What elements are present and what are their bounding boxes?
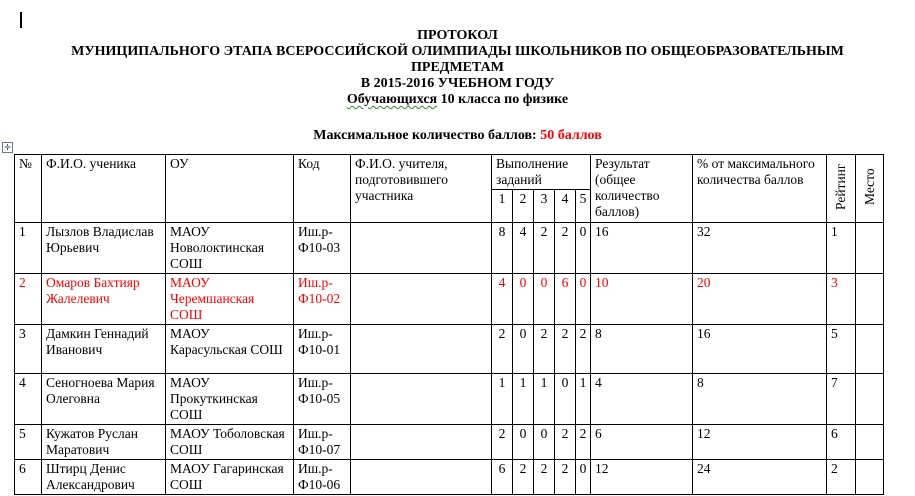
title-line-year: В 2015-2016 УЧЕБНОМ ГОДУ xyxy=(360,76,555,91)
title-class-word: Обучающихся xyxy=(346,92,438,107)
cell-percent: 24 xyxy=(693,460,827,495)
max-score-line xyxy=(0,128,915,144)
cell-result: 16 xyxy=(591,223,693,274)
cell-percent: 12 xyxy=(693,425,827,460)
cell-student-name: Лызлов Владислав Юрьевич xyxy=(42,223,166,274)
task-number-3: 3 xyxy=(534,190,555,223)
cell-task-score-5: 0 xyxy=(576,274,591,325)
cell-task-score-1: 1 xyxy=(492,374,513,425)
cell-task-score-3: 2 xyxy=(534,223,555,274)
cell-task-score-2: 2 xyxy=(513,460,534,495)
cell-num: 1 xyxy=(15,223,42,274)
max-score-value: 50 баллов xyxy=(540,128,602,143)
cell-task-score-4: 2 xyxy=(555,460,576,495)
cell-school: МАОУ Тоболовская СОШ xyxy=(166,425,294,460)
cell-task-score-4: 2 xyxy=(555,223,576,274)
cell-student-name: Штирц Денис Александрович xyxy=(42,460,166,495)
cell-result: 4 xyxy=(591,374,693,425)
cell-num: 2 xyxy=(15,274,42,325)
cell-task-score-4: 2 xyxy=(555,325,576,374)
cell-task-score-4: 6 xyxy=(555,274,576,325)
cell-place xyxy=(856,274,884,325)
col-header-code: Код xyxy=(294,155,351,223)
cell-task-score-1: 4 xyxy=(492,274,513,325)
cell-task-score-2: 0 xyxy=(513,425,534,460)
cell-num: 4 xyxy=(15,374,42,425)
cell-task-score-5: 2 xyxy=(576,325,591,374)
cell-task-score-4: 0 xyxy=(555,374,576,425)
cell-task-score-5: 2 xyxy=(576,425,591,460)
title-class-rest: 10 класса по физике xyxy=(437,92,569,107)
cell-result: 12 xyxy=(591,460,693,495)
cell-task-score-1: 6 xyxy=(492,460,513,495)
cell-result: 8 xyxy=(591,325,693,374)
cell-school: МАОУ Прокуткинская СОШ xyxy=(166,374,294,425)
cell-school: МАОУ Новолоктинская СОШ xyxy=(166,223,294,274)
cell-school: МАОУ Гагаринская СОШ xyxy=(166,460,294,495)
cell-place xyxy=(856,425,884,460)
cell-place xyxy=(856,325,884,374)
cell-teacher xyxy=(351,460,492,495)
cell-rating: 3 xyxy=(827,274,856,325)
cell-teacher xyxy=(351,274,492,325)
title-line-class xyxy=(0,92,915,108)
title-line-subjects: ПРЕДМЕТАМ xyxy=(411,60,504,75)
document-title xyxy=(0,28,915,108)
cell-task-score-1: 2 xyxy=(492,425,513,460)
col-header-teacher: Ф.И.О. учителя, подготовившего участника xyxy=(351,155,492,223)
task-number-2: 2 xyxy=(513,190,534,223)
cell-code: Иш.р-Ф10-01 xyxy=(294,325,351,374)
cell-task-score-5: 1 xyxy=(576,374,591,425)
task-number-5: 5 xyxy=(576,190,591,223)
table-move-handle-icon[interactable]: ✛ xyxy=(2,142,13,153)
cell-place xyxy=(856,374,884,425)
col-header-num: № xyxy=(15,155,42,223)
cell-school: МАОУ Карасульская СОШ xyxy=(166,325,294,374)
cell-task-score-5: 0 xyxy=(576,223,591,274)
table-row xyxy=(15,374,884,425)
col-header-rating-text: Рейтинг xyxy=(833,163,848,210)
cell-teacher xyxy=(351,374,492,425)
cell-rating: 7 xyxy=(827,374,856,425)
table-row xyxy=(15,274,884,325)
cell-num: 5 xyxy=(15,425,42,460)
cell-code: Иш.р-Ф10-02 xyxy=(294,274,351,325)
cell-percent: 20 xyxy=(693,274,827,325)
col-header-school: ОУ xyxy=(166,155,294,223)
cell-student-name: Кужатов Руслан Маратович xyxy=(42,425,166,460)
cell-task-score-1: 8 xyxy=(492,223,513,274)
cell-place xyxy=(856,460,884,495)
title-line-stage: МУНИЦИПАЛЬНОГО ЭТАПА ВСЕРОССИЙСКОЙ ОЛИМПИАДЫ ШКОЛЬНИКОВ ПО ОБЩЕОБРАЗОВАТЕЛЬНЫМ xyxy=(71,44,844,59)
task-number-4: 4 xyxy=(555,190,576,223)
cell-code: Иш.р-Ф10-05 xyxy=(294,374,351,425)
cell-code: Иш.р-Ф10-06 xyxy=(294,460,351,495)
cell-rating: 2 xyxy=(827,460,856,495)
col-header-place xyxy=(856,155,884,223)
cell-percent: 8 xyxy=(693,374,827,425)
cell-result: 6 xyxy=(591,425,693,460)
cell-task-score-3: 0 xyxy=(534,274,555,325)
col-header-rating xyxy=(827,155,856,223)
cell-task-score-2: 0 xyxy=(513,274,534,325)
col-header-result: Результат (общее количество баллов) xyxy=(591,155,693,223)
cell-student-name: Сеногноева Мария Олеговна xyxy=(42,374,166,425)
cell-rating: 6 xyxy=(827,425,856,460)
table-row xyxy=(15,425,884,460)
cell-num: 3 xyxy=(15,325,42,374)
cell-task-score-4: 2 xyxy=(555,425,576,460)
cell-task-score-3: 2 xyxy=(534,325,555,374)
cell-percent: 32 xyxy=(693,223,827,274)
table-row xyxy=(15,460,884,495)
max-score-label: Максимальное количество баллов: xyxy=(313,128,541,143)
cell-task-score-2: 1 xyxy=(513,374,534,425)
table-row xyxy=(15,223,884,274)
cell-school: МАОУ Черемшанская СОШ xyxy=(166,274,294,325)
cell-teacher xyxy=(351,425,492,460)
col-header-tasks: Выполнение заданий xyxy=(492,155,591,190)
cell-task-score-1: 2 xyxy=(492,325,513,374)
results-table xyxy=(14,154,884,495)
cell-task-score-2: 0 xyxy=(513,325,534,374)
cell-code: Иш.р-Ф10-07 xyxy=(294,425,351,460)
col-header-name: Ф.И.О. ученика xyxy=(42,155,166,223)
title-line-protocol: ПРОТОКОЛ xyxy=(417,28,498,43)
cell-student-name: Омаров Бахтияр Жалелевич xyxy=(42,274,166,325)
cell-rating: 1 xyxy=(827,223,856,274)
cell-percent: 16 xyxy=(693,325,827,374)
cell-task-score-3: 0 xyxy=(534,425,555,460)
cell-num: 6 xyxy=(15,460,42,495)
col-header-percent: % от максимального количества баллов xyxy=(693,155,827,223)
text-cursor xyxy=(20,12,22,28)
cell-place xyxy=(856,223,884,274)
cell-task-score-5: 0 xyxy=(576,460,591,495)
cell-result: 10 xyxy=(591,274,693,325)
cell-student-name: Дамкин Геннадий Иванович xyxy=(42,325,166,374)
cell-teacher xyxy=(351,325,492,374)
task-number-1: 1 xyxy=(492,190,513,223)
table-row xyxy=(15,325,884,374)
col-header-place-text: Место xyxy=(861,168,877,205)
cell-task-score-3: 2 xyxy=(534,460,555,495)
cell-teacher xyxy=(351,223,492,274)
table-header-row xyxy=(15,155,884,190)
cell-code: Иш.р-Ф10-03 xyxy=(294,223,351,274)
cell-task-score-2: 4 xyxy=(513,223,534,274)
cell-rating: 5 xyxy=(827,325,856,374)
cell-task-score-3: 1 xyxy=(534,374,555,425)
